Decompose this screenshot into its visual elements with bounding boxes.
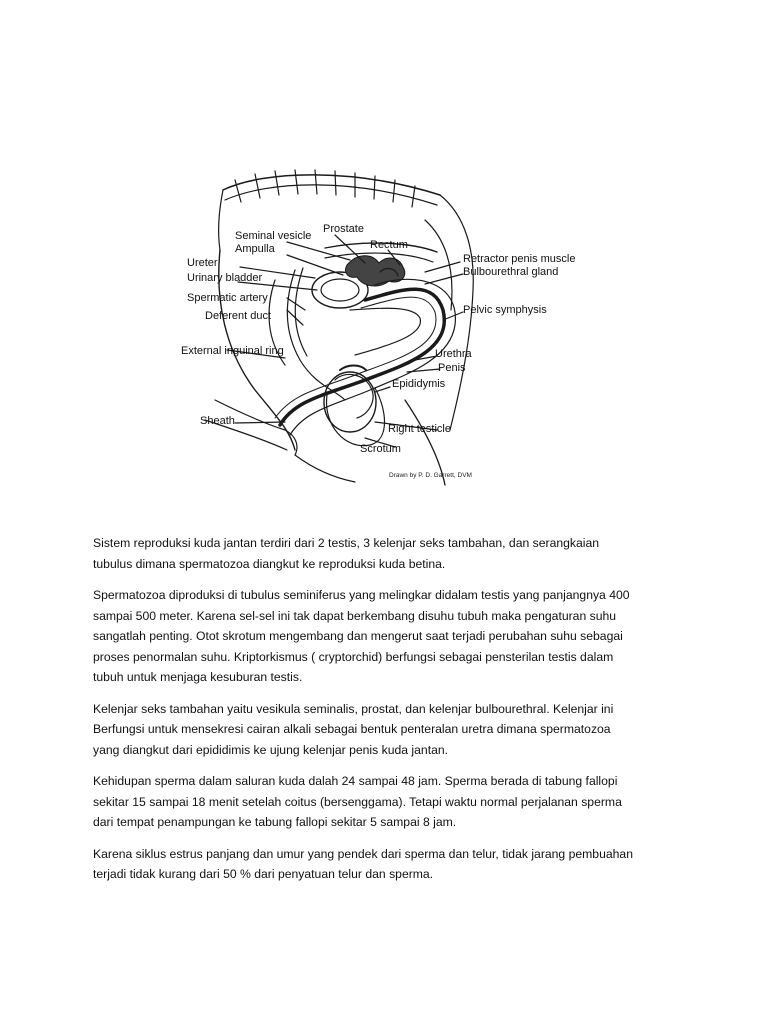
body-text — [93, 533, 703, 896]
text-line: Karena siklus estrus panjang dan umur yang pendek dari sperma dan telur, tidak jarang pembuahan — [93, 846, 633, 861]
label-spermatic-artery: Spermatic artery — [187, 292, 268, 304]
label-deferent-duct: Deferent duct — [205, 310, 272, 322]
label-retractor-penis-muscle: Retractor penis muscle — [463, 253, 576, 265]
text-line: tubuh untuk menjaga kesuburan testis. — [93, 670, 303, 684]
text-line: sangatlah penting. Otot skrotum mengembang dan mengerut saat terjadi perubahan suhu sebagai — [93, 629, 623, 643]
text-line: dari tempat penampungan ke tabung fallopi sekitar 5 sampai 8 jam. — [93, 815, 457, 829]
paragraph-3 — [93, 699, 703, 761]
label-penis: Penis — [438, 362, 466, 374]
text-line: tubulus dimana spermatozoa diangkut ke reproduksi kuda betina. — [93, 556, 446, 571]
text-line: Kehidupan sperma dalam saluran kuda dalah 24 sampai 48 jam. Sperma berada di tabung fallopi — [93, 774, 618, 788]
text-line: Sistem reproduksi kuda jantan terdiri dari 2 testis, 3 kelenjar seks tambahan, dan serangkaian — [93, 536, 600, 550]
text-line: sekitar 15 sampai 18 menit setelah coitus (bersenggama). Tetapi waktu normal perjalanan sperma — [93, 794, 622, 809]
text-line: Spermatozoa diproduksi di tubulus seminiferus yang melingkar didalam testis yang panjangnya 400 — [93, 588, 630, 602]
label-external-inguinal-ring: External inguinal ring — [181, 345, 284, 357]
label-urinary-bladder: Urinary bladder — [187, 272, 263, 284]
paragraph-1 — [93, 533, 703, 574]
paragraph-4 — [93, 771, 703, 833]
figure-credit: Drawn by P. D. Garrett, DVM — [389, 472, 472, 479]
anatomy-drawing — [175, 160, 595, 490]
label-scrotum: Scrotum — [360, 443, 401, 455]
text-line: yang diangkut dari epididimis ke ujung kelenjar penis kuda jantan. — [93, 742, 449, 757]
label-epididymis: Epididymis — [392, 378, 446, 390]
label-urethra: Urethra — [435, 348, 472, 360]
text-line: proses penormalan suhu. Kriptorkismus ( cryptorchid) berfungsi sebagai pensterilan testis dalam — [93, 649, 614, 664]
label-pelvic-symphysis: Pelvic symphysis — [463, 304, 547, 316]
text-line: Kelenjar seks tambahan yaitu vesikula seminalis, prostat, dan kelenjar bulbourethral. Kelenjar ini — [93, 701, 614, 716]
paragraph-5 — [93, 844, 703, 885]
text-line: Berfungsi untuk mensekresi cairan alkali sebagai bentuk penteralan uretra dimana spermatozoa — [93, 722, 611, 736]
label-ampulla: Ampulla — [235, 243, 275, 255]
label-sheath: Sheath — [200, 415, 235, 427]
label-ureter: Ureter — [187, 257, 218, 269]
anatomy-diagram — [175, 160, 595, 490]
label-bulbourethral-gland: Bulbourethral gland — [463, 266, 559, 278]
text-line: sampai 500 meter. Karena sel-sel ini tak dapat berkembang disuhu tubuh maka pengaturan suhu — [93, 608, 617, 623]
label-right-testicle: Right testicle — [388, 423, 451, 435]
text-line: terjadi tidak kurang dari 50 % dari penyatuan telur dan sperma. — [93, 867, 434, 881]
paragraph-2 — [93, 585, 703, 688]
label-prostate: Prostate — [323, 223, 364, 235]
label-rectum: Rectum — [370, 239, 408, 251]
label-seminal-vesicle: Seminal vesicle — [235, 230, 312, 242]
